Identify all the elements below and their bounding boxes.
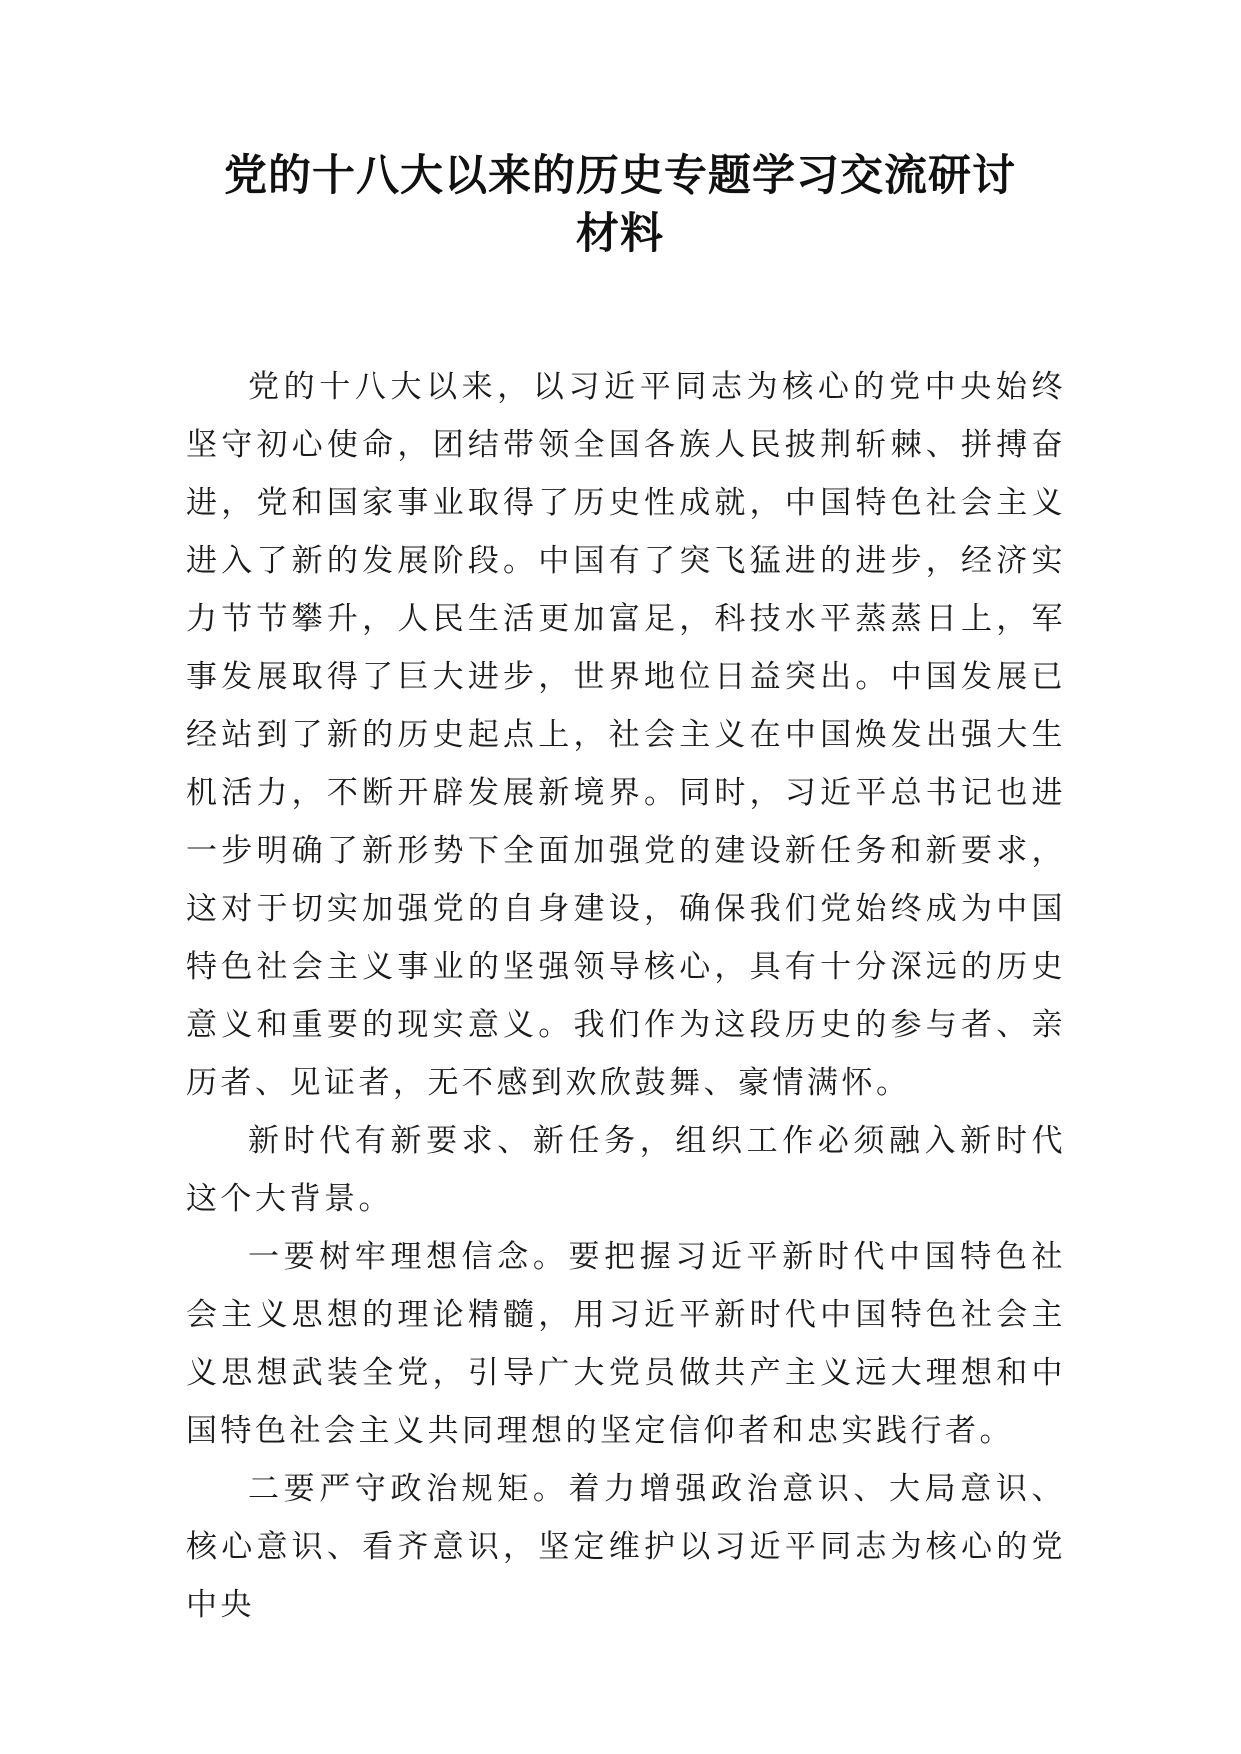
paragraph-new-era: 新时代有新要求、新任务，组织工作必须融入新时代这个大背景。 <box>186 1123 1066 1217</box>
document-title <box>180 147 1060 263</box>
paragraph-ideals: 一要树牢理想信念。要把握习近平新时代中国特色社会主义思想的理论精髓，用习近平新时代中国特色社会主义思想武装全党，引导广大党员做共产主义远大理想和中国特色社会主义共同理想的坚定信仰者和忠实践行者。 <box>186 1239 1066 1449</box>
title-line-1: 党的十八大以来的历史专题学习交流研讨 <box>224 151 1016 201</box>
paragraph-intro: 党的十八大以来，以习近平同志为核心的党中央始终坚守初心使命，团结带领全国各族人民披荆斩棘、拼搏奋进，党和国家事业取得了历史性成就，中国特色社会主义进入了新的发展阶段。中国有了突飞猛进的进步，经济实力节节攀升，人民生活更加富足，科技水平蒸蒸日上，军事发展取得了巨大进步，世界地位日益突出。中国发展已经站到了新的历史起点上，社会主义在中国焕发出强大生机活力，不断开辟发展新境界。同时，习近平总书记也进一步明确了新形势下全面加强党的建设新任务和新要求，这对于切实加强党的自身建设，确保我们党始终成为中国特色社会主义事业的坚强领导核心，具有十分深远的历史意义和重要的现实意义。我们作为这段历史的参与者、亲历者、见证者，无不感到欢欣鼓舞、豪情满怀。 <box>186 369 1066 1101</box>
paragraph-political-rules: 二要严守政治规矩。着力增强政治意识、大局意识、核心意识、看齐意识，坚定维护以习近平同志为核心的党中央 <box>186 1471 1066 1623</box>
document-body <box>186 358 1066 1634</box>
title-line-2: 材料 <box>576 209 664 259</box>
